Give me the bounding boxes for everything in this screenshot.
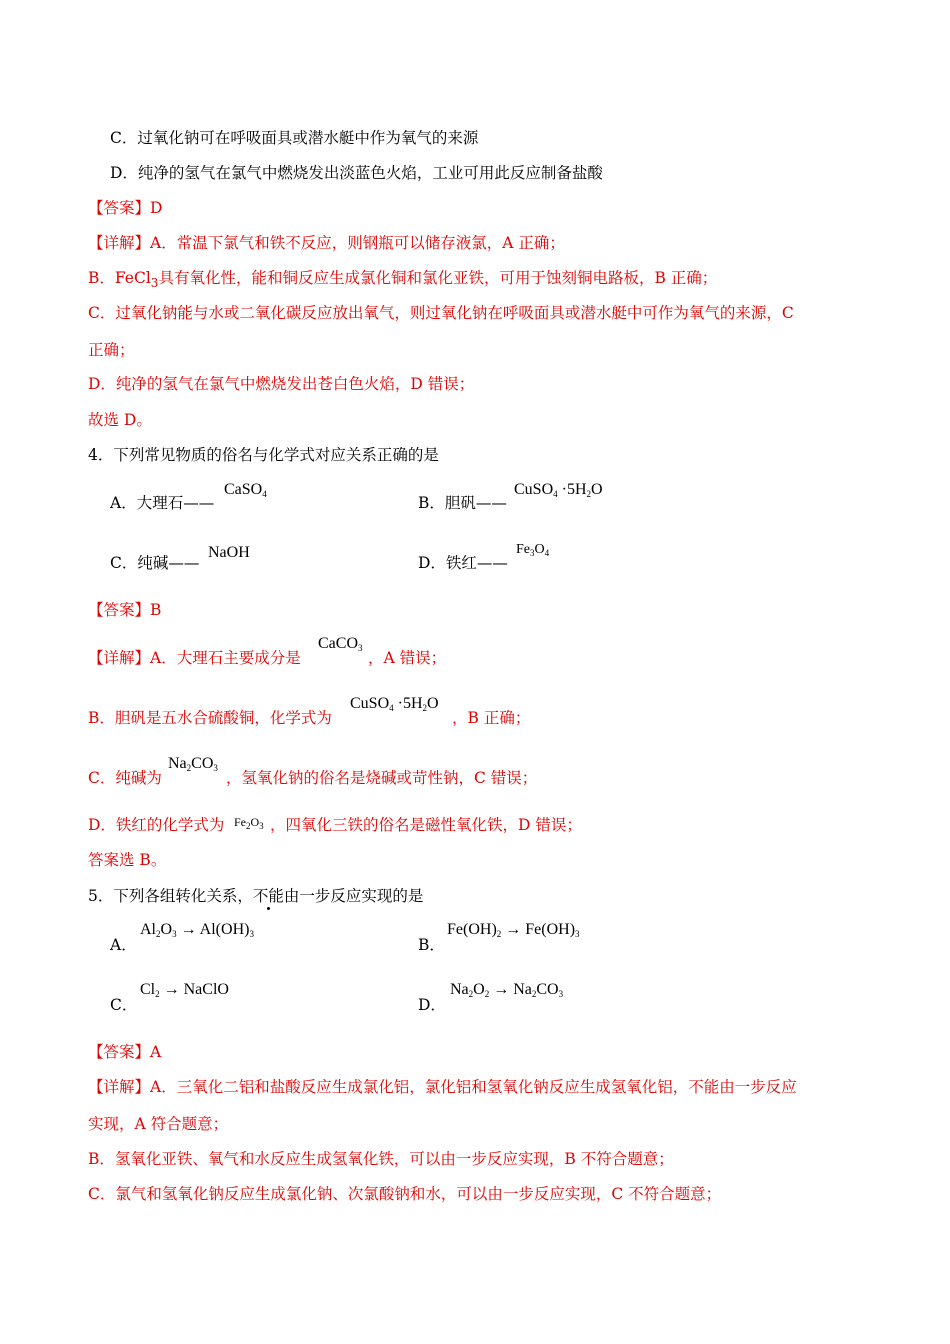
- q5-explain-a-line1: 【详解】A．三氧化二铝和盐酸反应生成氯化铝，氯化铝和氢氧化钠反应生成氢氧化铝，不能由一步反应: [88, 1078, 797, 1096]
- q4-explain-c-formula: $Na_2CO_3$: [168, 755, 218, 773]
- q4-explain-d-post: ，四氧化三铁的俗名是磁性氧化铁，D 错误；: [270, 816, 582, 834]
- q4-explain-c: C．纯碱为: [88, 769, 162, 787]
- q5-option-c-formula: $Cl_2$ → NaClO: [140, 981, 229, 999]
- q5-explain-b: B．氢氧化亚铁、氧气和水反应生成氢氧化铁，可以由一步反应实现，B 不符合题意；: [88, 1150, 674, 1168]
- q4-option-b-formula: CuSO$_4$ $\cdot 5H_2O$: [514, 481, 603, 499]
- q3-answer: 【答案】D: [88, 199, 163, 217]
- q5-option-a-label: A．: [110, 936, 137, 954]
- q5-option-a-formula: $Al_2O_3 \to Al(OH)_3$: [140, 921, 254, 939]
- q4-option-c-label: C．纯碱——: [110, 554, 200, 572]
- q4-option-d-label: D．铁红——: [418, 554, 508, 572]
- q4-option-a-label: A．大理石——: [110, 494, 215, 512]
- q3-explain-b-pre: B．FeCl: [88, 269, 151, 287]
- q5-option-d-label: D．: [418, 996, 446, 1014]
- q4-explain-a-formula: CaCO$_3$: [318, 635, 363, 653]
- q5-explain-a-line2: 实现，A 符合题意；: [88, 1115, 229, 1133]
- q5-stem-post: 由一步反应实现的是: [283, 887, 424, 905]
- q4-explain-c-post: ，氢氧化钠的俗名是烧碱或苛性钠，C 错误；: [226, 769, 538, 787]
- q4-explain-a: 【详解】A．大理石主要成分是: [88, 649, 301, 667]
- q3-option-d: D．纯净的氢气在氯气中燃烧发出淡蓝色火焰，工业可用此反应制备盐酸: [110, 164, 603, 182]
- q3-explain-b: [88, 268, 717, 293]
- q3-option-c: C．过氧化钠可在呼吸面具或潜水艇中作为氧气的来源: [110, 129, 479, 147]
- q3-explain-c-line1: C．过氧化钠能与水或二氧化碳反应放出氧气，则过氧化钠在呼吸面具或潜水艇中可作为氧气的来源，C: [88, 304, 794, 322]
- q4-explain-b: B．胆矾是五水合硫酸铜，化学式为: [88, 709, 332, 727]
- q5-answer: 【答案】A: [88, 1043, 162, 1061]
- q5-option-b-label: B．: [418, 936, 445, 954]
- q4-option-b-label: B．胆矾——: [418, 494, 507, 512]
- q3-explain-d: D．纯净的氢气在氯气中燃烧发出苍白色火焰，D 错误；: [88, 375, 475, 393]
- q3-explain-b-post: 具有氧化性，能和铜反应生成氯化铜和氯化亚铁，可用于蚀刻铜电路板，B 正确；: [158, 269, 718, 287]
- q5-option-b-formula: $Fe(OH)_2 \to Fe(OH)_3$: [447, 921, 580, 939]
- q4-option-d-formula: $Fe_3O_4$: [516, 542, 550, 558]
- q5-option-c-label: C．: [110, 996, 138, 1014]
- q4-explain-a-post: ，A 错误；: [368, 649, 447, 667]
- q3-explain-a: 【详解】A．常温下氯气和铁不反应，则钢瓶可以储存液氯，A 正确；: [88, 234, 565, 252]
- q5-stem: [88, 886, 423, 906]
- q4-explain-b-formula: CuSO$_4$ $\cdot 5H_2O$: [350, 695, 439, 713]
- q4-explain-d-formula: $Fe_2O_3$: [234, 815, 264, 831]
- q4-explain-d: D．铁红的化学式为: [88, 816, 225, 834]
- q4-answer: 【答案】B: [88, 601, 162, 619]
- q4-stem: 4．下列常见物质的俗名与化学式对应关系正确的是: [88, 446, 439, 464]
- q5-stem-emphasis: 不能: [252, 887, 284, 905]
- q4-option-c-formula: NaOH: [208, 544, 250, 561]
- q3-explain-c-line2: 正确；: [88, 341, 135, 359]
- q4-conclusion: 答案选 B。: [88, 851, 167, 869]
- q4-explain-b-post: ，B 正确；: [452, 709, 531, 727]
- q5-stem-pre: 5．下列各组转化关系，: [88, 887, 253, 905]
- q3-conclusion: 故选 D。: [88, 411, 152, 429]
- q4-option-a-formula: CaSO$_4$: [224, 481, 267, 499]
- q5-option-d-formula: $Na_2O_2 \to Na_2CO_3$: [450, 981, 564, 999]
- q5-explain-c: C．氯气和氢氧化钠反应生成氯化钠、次氯酸钠和水，可以由一步反应实现，C 不符合题意；: [88, 1185, 722, 1203]
- q3-explain-b-sub: 3: [150, 276, 159, 291]
